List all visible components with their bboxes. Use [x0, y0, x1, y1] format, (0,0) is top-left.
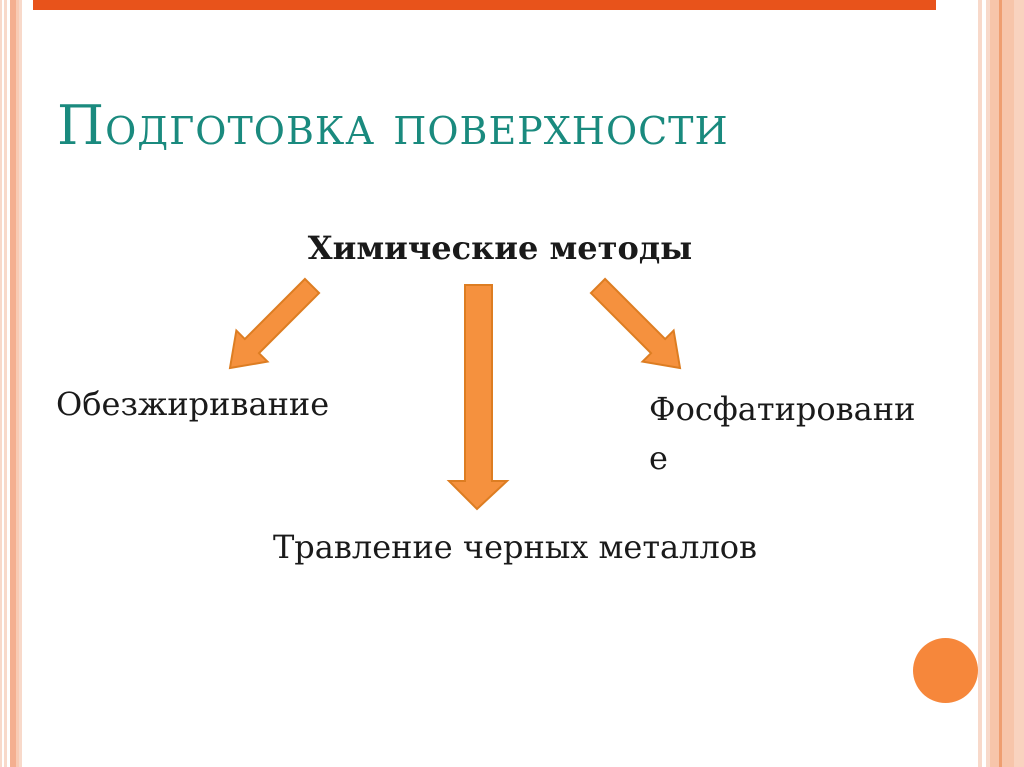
- label-phosphating-line1: Фосфатировани: [649, 390, 916, 428]
- down-left-arrow-icon: [226, 281, 316, 373]
- circle-ornament: [913, 638, 978, 703]
- down-arrow-icon: [448, 284, 508, 514]
- left-border-stripes: [0, 0, 22, 767]
- label-etching: Травление черных металлов: [272, 528, 758, 566]
- diagram-root-label: Химические методы: [307, 229, 693, 267]
- right-border-stripes: [978, 0, 1024, 767]
- top-accent-bar: [33, 0, 936, 10]
- label-phosphating: [649, 385, 915, 483]
- slide-title: Подготовка поверхности: [57, 94, 729, 157]
- label-degreasing: Обезжиривание: [56, 385, 330, 423]
- label-phosphating-line2: е: [649, 439, 668, 477]
- down-right-arrow-icon: [594, 281, 684, 373]
